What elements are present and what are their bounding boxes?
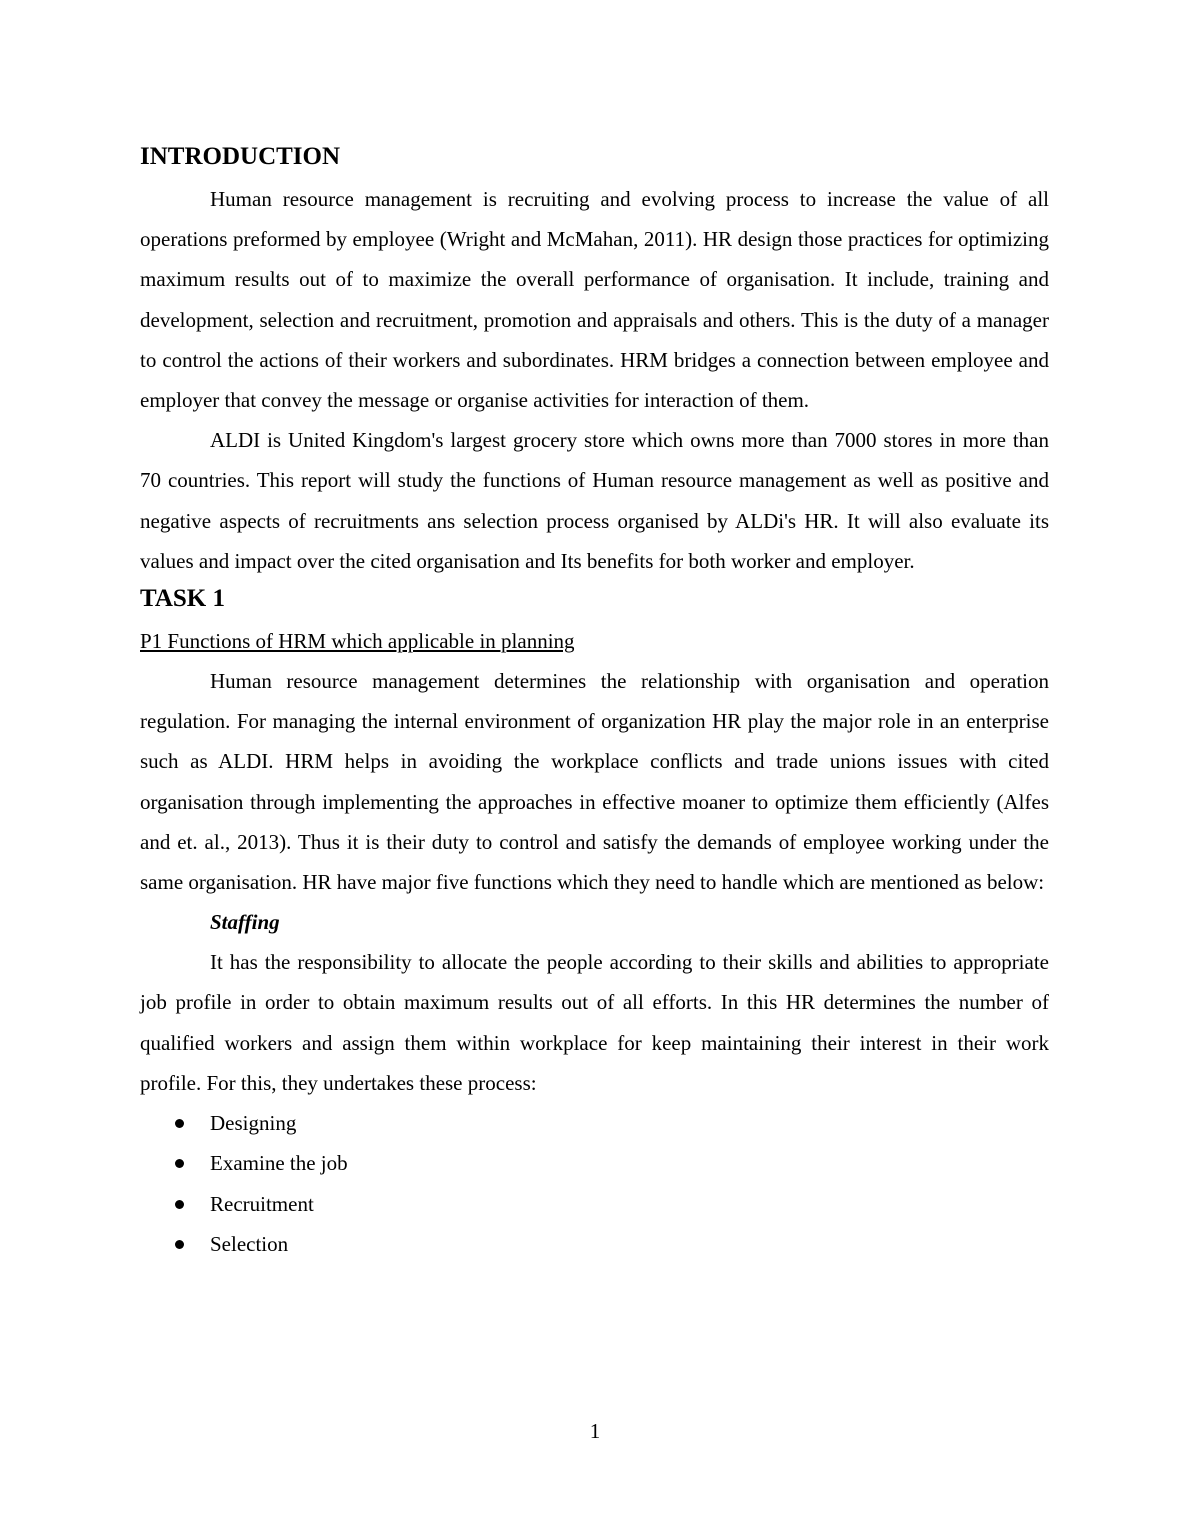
introduction-heading: INTRODUCTION (140, 143, 341, 170)
bullet-icon (175, 1159, 184, 1168)
staffing-process-list (140, 1103, 1049, 1264)
staffing-heading: Staffing (210, 910, 280, 935)
p1-subheading: P1 Functions of HRM which applicable in planning (140, 629, 575, 654)
staffing-paragraph: It has the responsibility to allocate the people according to their skills and abilities to appropriate job profile in order to obtain maximum results out of all efforts. In this HR determines the number of qualified workers and assign them within workplace for keep maintaining their interest in their work profile. For this, they undertakes these process: (140, 950, 1049, 1095)
list-item (140, 1103, 1049, 1143)
list-item (140, 1224, 1049, 1264)
bullet-icon (175, 1200, 184, 1209)
intro-paragraph-1: Human resource management is recruiting and evolving process to increase the value of all operations preformed by employee (Wright and McMahan, 2011). HR design those practices for optimizing maximum results out of to maximize the overall performance of organisation. It include, training and development, selection and recruitment, promotion and appraisals and others. This is the duty of a manager to control the actions of their workers and subordinates. HRM bridges a connection between employee and employer that convey the message or organise activities for interaction of them. (140, 187, 1049, 413)
task-1-heading: TASK 1 (140, 585, 225, 613)
list-item-text: Designing (210, 1111, 297, 1136)
list-item-text: Examine the job (210, 1151, 348, 1176)
list-item-text: Selection (210, 1231, 289, 1256)
list-item (140, 1184, 1049, 1224)
list-item (140, 1143, 1049, 1183)
list-item-text: Recruitment (210, 1191, 314, 1216)
page-number: 1 (589, 1419, 601, 1443)
bullet-icon (175, 1119, 184, 1128)
bullet-icon (175, 1240, 184, 1249)
intro-paragraph-2: ALDI is United Kingdom's largest grocery store which owns more than 7000 stores in more than 70 countries. This report will study the functions of Human resource management as well as positive and negative aspects of recruitments ans selection process organised by ALDi's HR. It will also evaluate its values and impact over the cited organisation and Its benefits for both worker and employer. (140, 428, 1049, 573)
task-1-paragraph: Human resource management determines the relationship with organisation and operation regulation. For managing the internal environment of organization HR play the major role in an enterprise such as ALDI. HRM helps in avoiding the workplace conflicts and trade unions issues with cited organisation through implementing the approaches in effective moaner to optimize them efficiently (Alfes and et. al., 2013). Thus it is their duty to control and satisfy the demands of employee working under the same organisation. HR have major five functions which they need to handle which are mentioned as below: (140, 669, 1049, 895)
page-content (140, 139, 1049, 1264)
